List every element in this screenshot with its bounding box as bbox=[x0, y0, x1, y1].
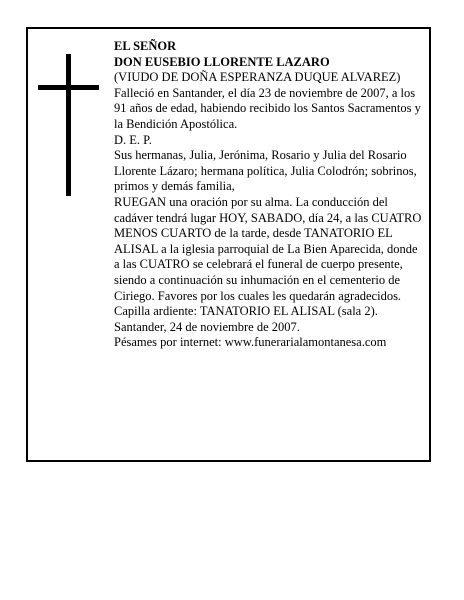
widower-note: (VIUDO DE DOÑA ESPERANZA DUQUE ALVAREZ) bbox=[114, 70, 401, 85]
funeral-details: RUEGAN una oración por su alma. La conducción del cadáver tendrá lugar HOY, SABADO, día 24, a las CUATRO MENOS CUARTO de la tarde, desde TANATORIO EL ALISAL a la iglesia parroquial de La Bien Aparecida, donde a las CUATRO se celebrará el funeral de cuerpo presente, siendo a continuación su inhumación en el cementerio de Ciriego. Favores por los cuales les quedarán agradecidos. bbox=[114, 194, 422, 303]
death-details: Falleció en Santander, el día 23 de noviembre de 2007, a los 91 años de edad, habiendo recibido los Santos Sacramentos y la Bendición Apostólica. bbox=[114, 85, 421, 131]
cross-icon-vertical-bar bbox=[66, 54, 71, 196]
obituary-text bbox=[114, 39, 426, 351]
family-list: Sus hermanas, Julia, Jerónima, Rosario y Julia del Rosario Llorente Lázaro; hermana política, Julia Colodrón; sobrinos, primos y demás familia, bbox=[114, 148, 417, 194]
deceased-name: DON EUSEBIO LLORENTE LAZARO bbox=[114, 54, 330, 69]
obituary-title: EL SEÑOR bbox=[114, 39, 177, 53]
cross-icon-horizontal-bar bbox=[38, 85, 99, 90]
condolences-info: Pésames por internet: www.funerarialamontanesa.com bbox=[114, 335, 387, 350]
notice-date: Santander, 24 de noviembre de 2007. bbox=[114, 319, 300, 334]
chapel-info: Capilla ardiente: TANATORIO EL ALISAL (sala 2). bbox=[114, 304, 378, 319]
rest-in-peace: D. E. P. bbox=[114, 132, 152, 147]
